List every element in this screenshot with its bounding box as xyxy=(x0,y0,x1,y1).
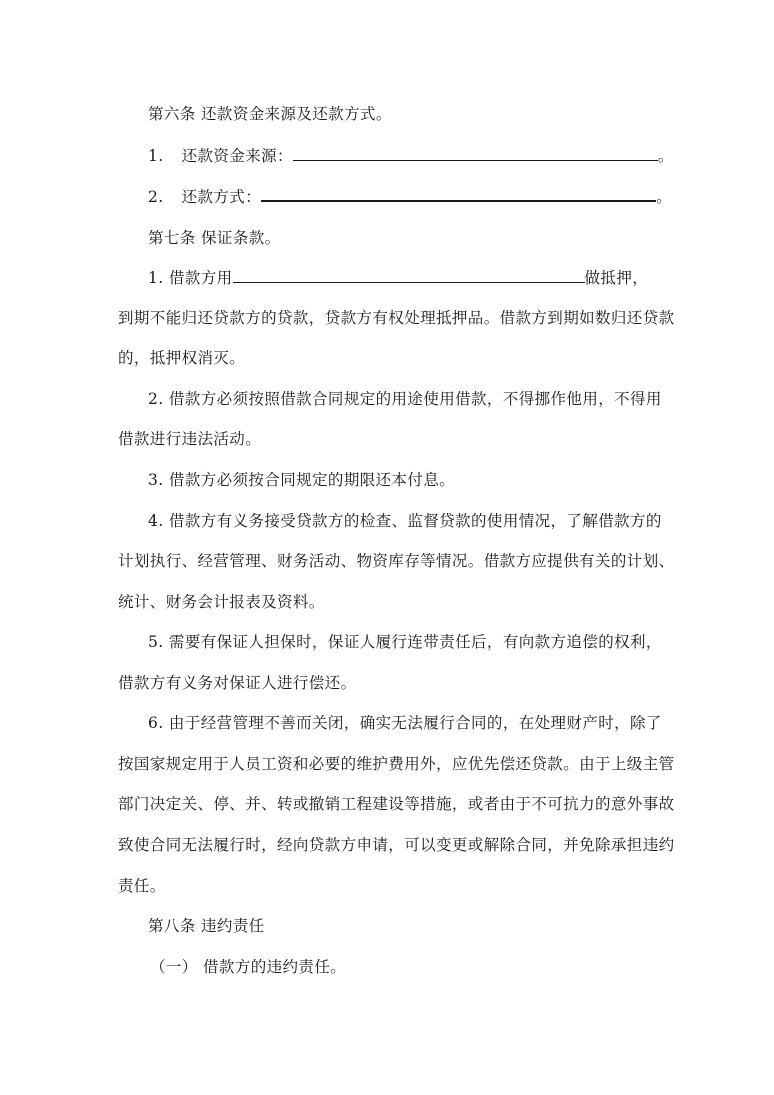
article-7-clause-3-line-1: 3. 借款方必须按合同规定的期限还本付息。 xyxy=(148,471,456,489)
article-7-heading: 第七条 保证条款。 xyxy=(148,229,281,247)
article-7-clause-6-line-2: 按国家规定用于人员工资和必要的维护费用外，应优先偿还贷款。由于上级主管 xyxy=(118,755,675,773)
item-label: 还款资金来源： xyxy=(181,147,293,165)
article-7-clause-6-line-4: 致使合同无法履行时，经向贷款方申请，可以变更或解除合同，并免除承担违约 xyxy=(118,836,675,854)
article-6-item-1 xyxy=(148,146,674,166)
article-7-clause-5-line-2: 借款方有义务对保证人进行偿还。 xyxy=(118,674,357,692)
article-7-clause-1-line-1 xyxy=(148,268,648,288)
item-number: 1. xyxy=(148,147,164,165)
article-7-clause-2-line-1: 2. 借款方必须按照借款合同规定的用途使用借款，不得挪作他用，不得用 xyxy=(148,390,662,408)
article-7-clause-1-line-3: 的，抵押权消灭。 xyxy=(118,349,246,367)
blank-repayment-method xyxy=(261,186,656,202)
blank-repayment-source xyxy=(293,146,658,161)
item-number: 2. xyxy=(148,188,164,206)
article-7-clause-6-line-3: 部门决定关、停、并、转或撤销工程建设等措施，或者由于不可抗力的意外事故 xyxy=(118,795,675,813)
article-7-clause-6-line-5: 责任。 xyxy=(118,877,166,895)
clause-text: 做抵押， xyxy=(584,269,649,287)
article-7-clause-5-line-1: 5. 需要有保证人担保时，保证人履行连带责任后，有向款方追偿的权利， xyxy=(148,633,662,651)
item-end: 。 xyxy=(656,188,673,206)
article-6-item-2 xyxy=(148,186,672,207)
article-6-heading: 第六条 还款资金来源及还款方式。 xyxy=(148,105,392,123)
article-7-clause-1-line-2: 到期不能归还贷款方的贷款，贷款方有权处理抵押品。借款方到期如数归还贷款 xyxy=(118,309,675,327)
article-7-clause-2-line-2: 借款进行违法活动。 xyxy=(118,430,262,448)
article-8-item-1: （一） 借款方的违约责任。 xyxy=(150,958,347,976)
article-8-heading: 第八条 违约责任 xyxy=(148,917,265,935)
article-7-clause-4-line-1: 4. 借款方有义务接受贷款方的检查、监督贷款的使用情况，了解借款方的 xyxy=(148,512,662,530)
article-7-clause-4-line-2: 计划执行、经营管理、财务活动、物资库存等情况。借款方应提供有关的计划、 xyxy=(118,552,675,570)
item-label: 还款方式： xyxy=(181,188,262,206)
item-end: 。 xyxy=(657,147,674,165)
clause-text: 1. 借款方用 xyxy=(148,269,233,287)
article-7-clause-4-line-3: 统计、财务会计报表及资料。 xyxy=(118,593,325,611)
article-7-clause-6-line-1: 6. 由于经营管理不善而关闭，确实无法履行合同的，在处理财产时，除了 xyxy=(148,714,662,732)
blank-collateral xyxy=(233,268,585,283)
